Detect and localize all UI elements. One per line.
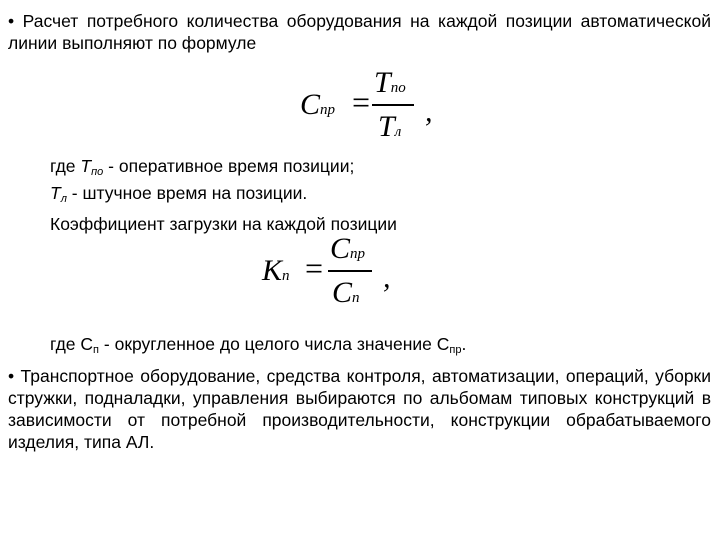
paragraph-text: Расчет потребного количества оборудования на каждой позиции автоматической линии выполняют по формуле — [8, 11, 711, 53]
paragraph-formula-intro — [8, 10, 711, 54]
formula1-comma: , — [425, 95, 433, 128]
formula1-numerator: Tпо — [374, 66, 406, 99]
formula2-denominator: Cп — [332, 276, 360, 309]
bullet: • — [8, 11, 15, 31]
formula2-equals: = — [305, 250, 324, 286]
formula2-lhs: Kп — [262, 254, 290, 287]
load-coefficient-line: Коэффициент загрузки на каждой позиции — [50, 214, 397, 234]
formula2-comma: , — [383, 261, 391, 294]
formula1-fraction-bar — [372, 104, 414, 106]
definition-t-l: Tл - штучное время на позиции. — [50, 183, 308, 205]
formula1-equals: = — [352, 84, 371, 120]
formula1-denominator: Tл — [378, 110, 402, 143]
formula2-fraction-bar — [328, 270, 372, 272]
paragraph-transport-equipment — [8, 365, 711, 453]
bullet: • — [8, 366, 15, 386]
formula1-lhs: Cпр — [300, 88, 336, 121]
formula2-numerator: Cпр — [330, 232, 366, 265]
paragraph-text: Транспортное оборудование, средства контроля, автоматизации, операций, уборки стружки, подналадки, управления выбираются по альбомам типовых конструкций в зависимости от потребной производительности, конструкции обрабатываемого изделия, типа АЛ. — [8, 366, 711, 452]
definition-c-n: где Сп - округленное до целого числа значение Спр. — [50, 334, 467, 356]
definition-t-po: где Tпо - оперативное время позиции; — [50, 156, 355, 178]
